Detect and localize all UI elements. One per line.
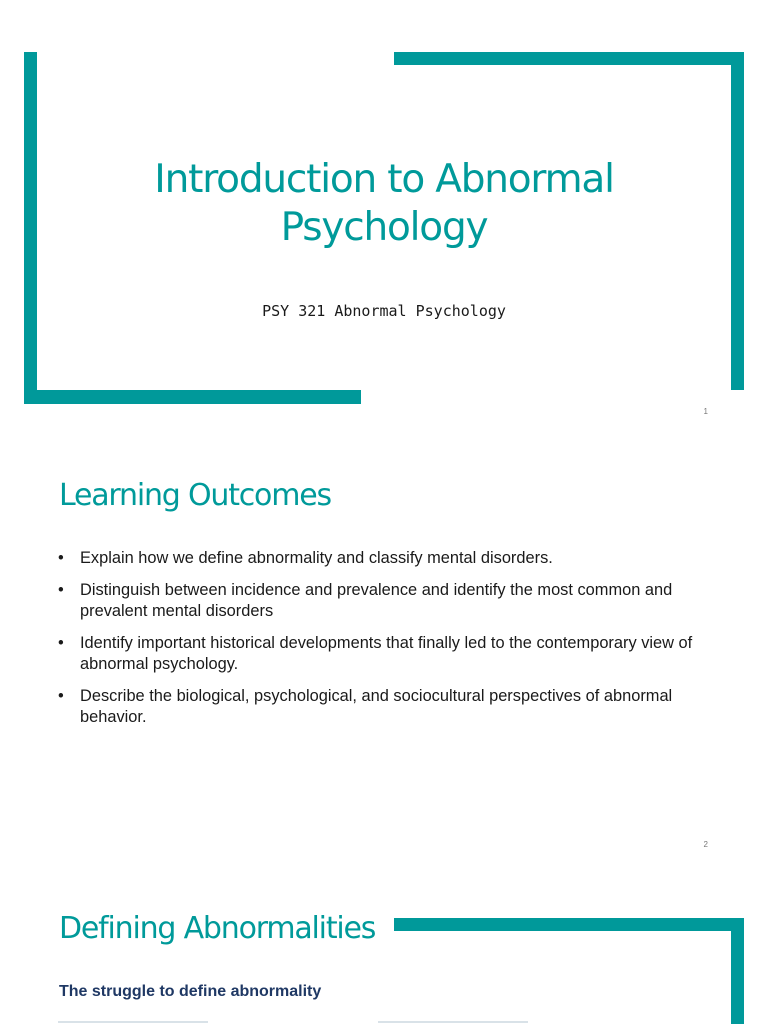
frame-bar-top: [394, 52, 744, 65]
frame-bar-right: [731, 918, 744, 1024]
frame-bar-bottom: [24, 390, 361, 404]
list-item-text: Describe the biological, psychological, and sociocultural perspectives of abnormal behavior.: [80, 687, 673, 726]
learning-outcomes-list: [58, 548, 708, 739]
bullet-icon: •: [58, 549, 64, 567]
slide-3-subheading: The struggle to define abnormality: [59, 983, 322, 1000]
slide-1-page-number: 1: [703, 407, 708, 416]
frame-bar-left: [24, 52, 37, 404]
frame-bar-top: [394, 918, 744, 931]
slide-2-title: Learning Outcomes: [59, 478, 331, 513]
slide-3: [0, 863, 768, 1024]
bullet-icon: •: [58, 581, 64, 599]
list-item-text: Identify important historical developments that finally led to the contemporary view of abnormal psychology.: [80, 634, 693, 673]
bullet-icon: •: [58, 634, 64, 652]
slide-1-subtitle: PSY 321 Abnormal Psychology: [262, 302, 506, 320]
list-item: [58, 580, 708, 622]
slide-1: [0, 0, 768, 430]
list-item: [58, 686, 708, 728]
list-item: [58, 633, 708, 675]
list-item: [58, 548, 708, 569]
slide-2: [0, 430, 768, 863]
bullet-icon: •: [58, 687, 64, 705]
slide-3-title: Defining Abnormalities: [59, 911, 376, 946]
slide-1-title: Introduction to Abnormal Psychology: [154, 157, 614, 250]
slide-2-page-number: 2: [703, 840, 708, 849]
frame-bar-right: [731, 52, 744, 390]
divider: [58, 1021, 208, 1023]
list-item-text: Distinguish between incidence and prevalence and identify the most common and prevalent mental disorders: [80, 581, 673, 620]
divider: [378, 1021, 528, 1023]
list-item-text: Explain how we define abnormality and classify mental disorders.: [80, 549, 553, 567]
